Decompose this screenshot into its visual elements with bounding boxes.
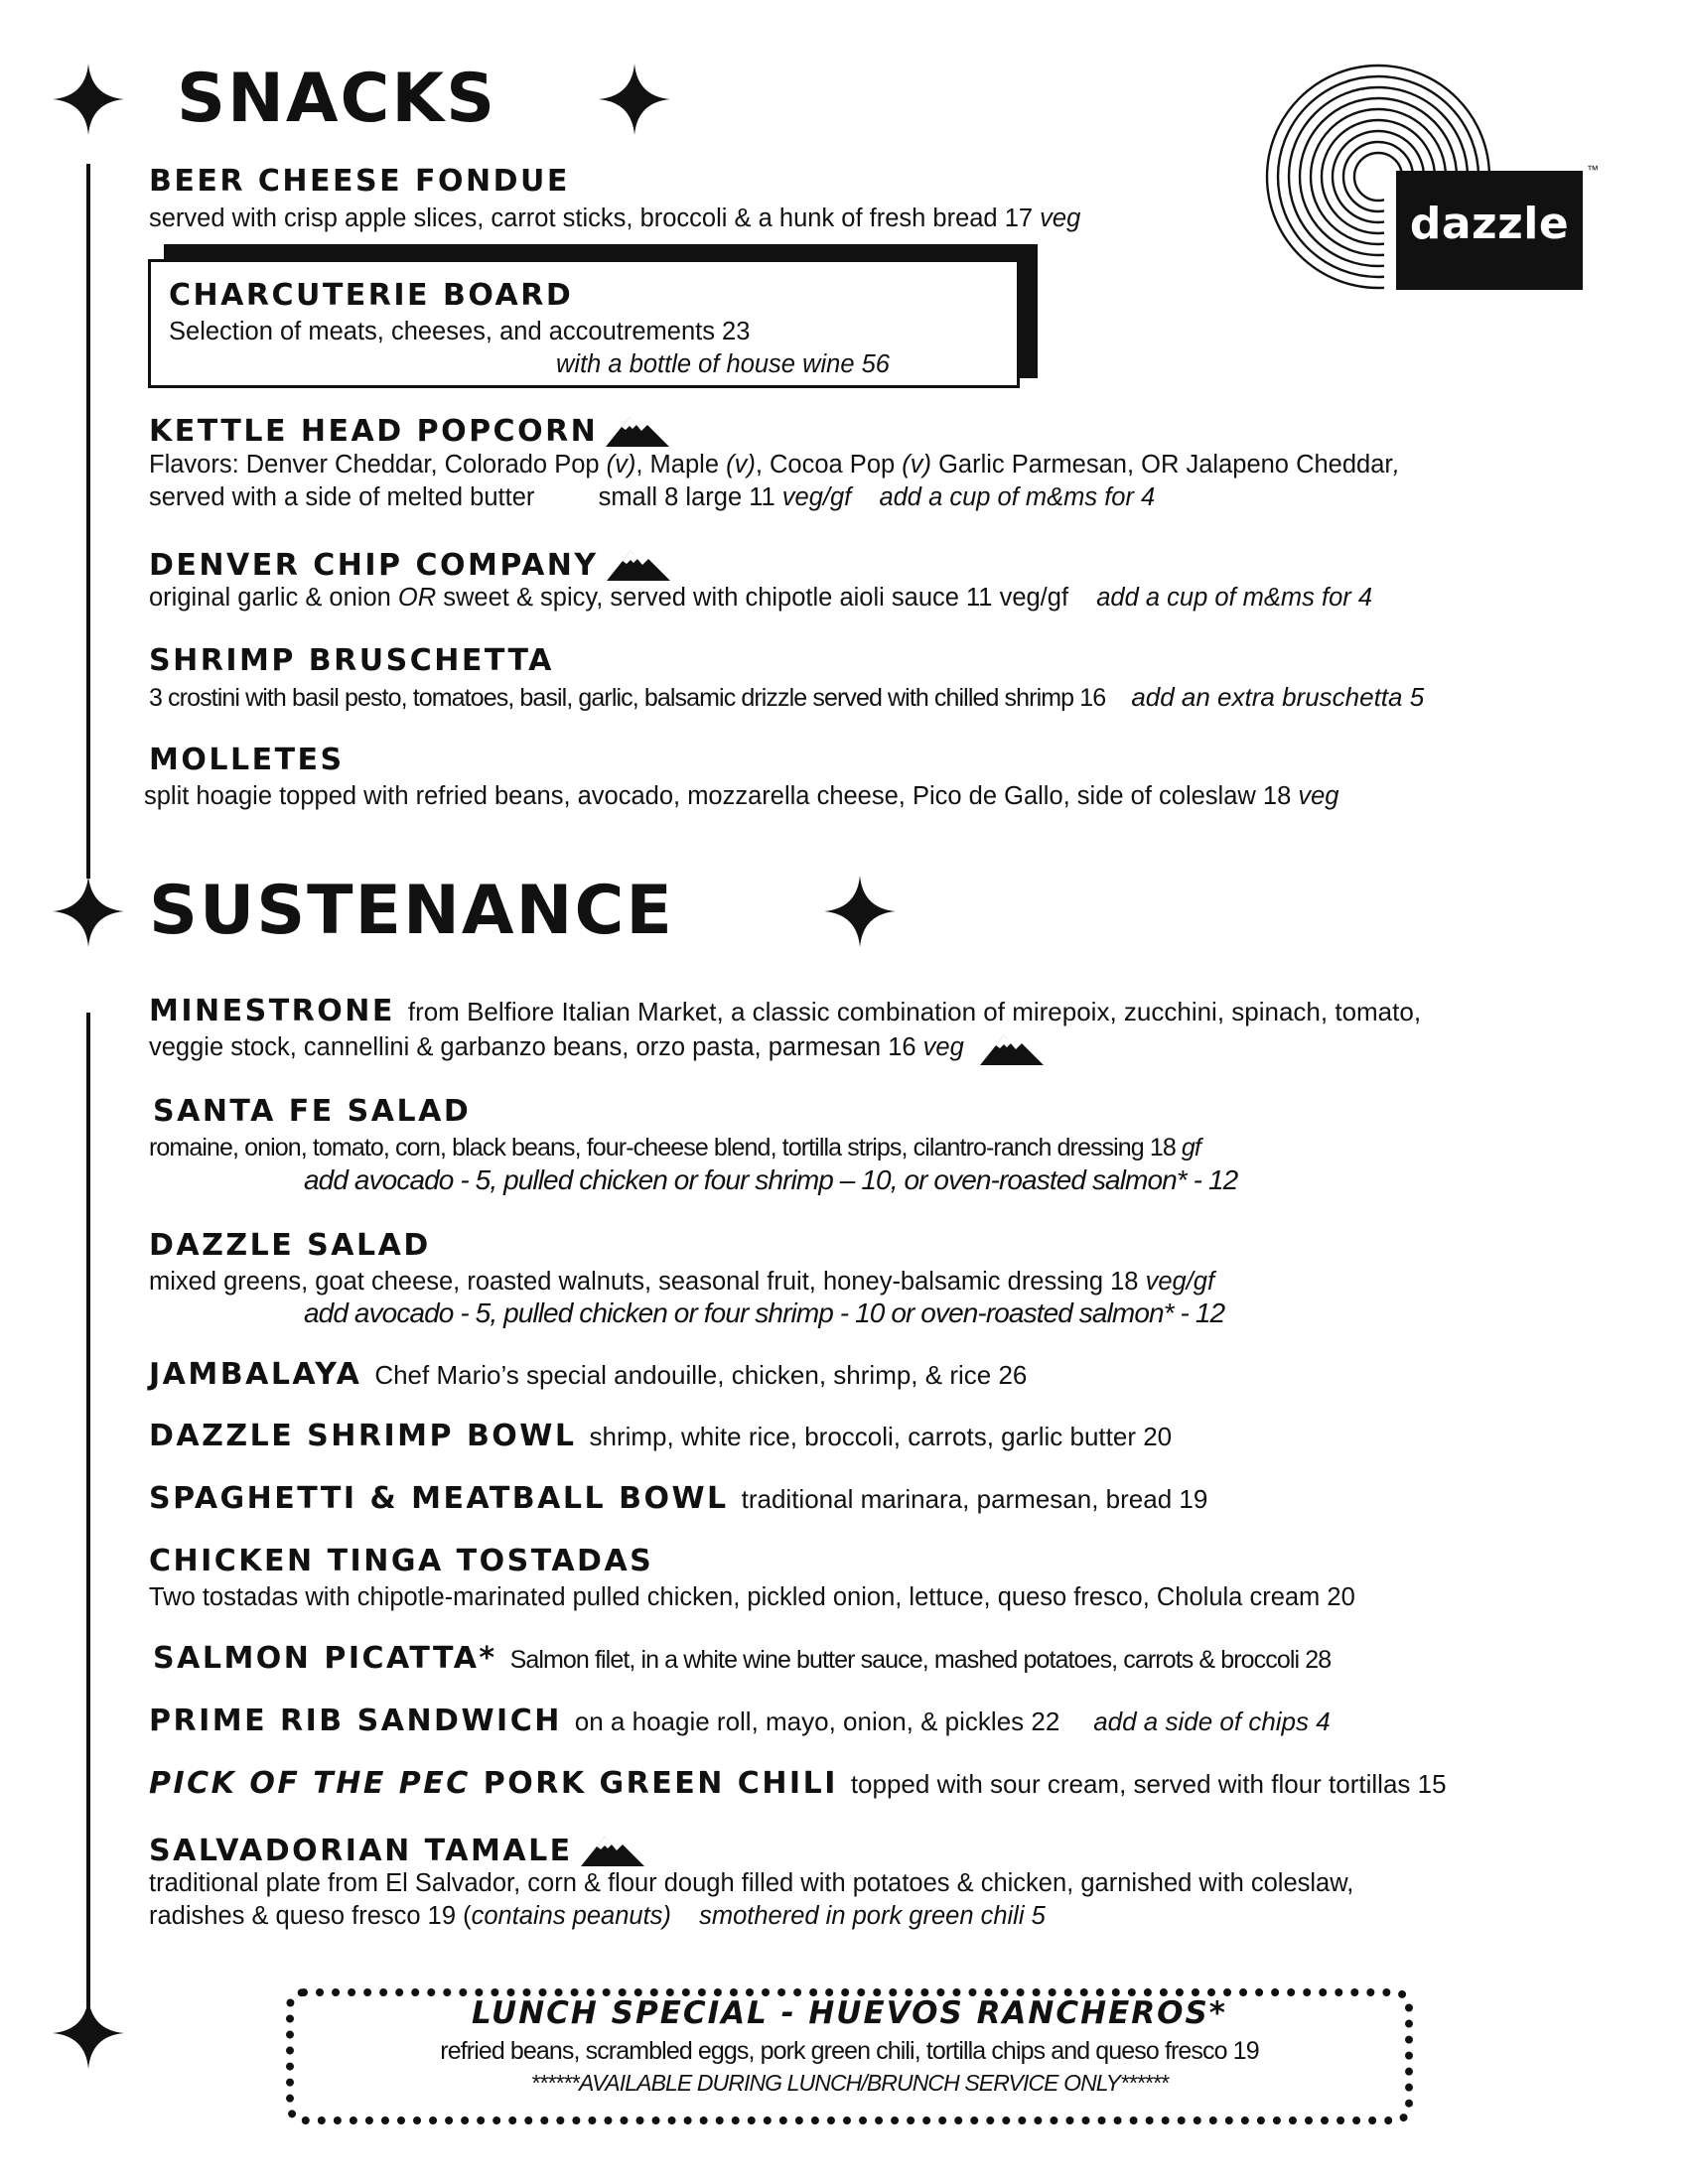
molletes-title: MOLLETES xyxy=(149,743,345,777)
jambalaya-desc: Chef Mario’s special andouille, chicken, shrimp, & rice 26 xyxy=(374,1360,1028,1390)
popcorn-line2 xyxy=(149,480,1155,514)
popcorn-comma: , xyxy=(1392,451,1400,478)
beer-cheese-tag: veg xyxy=(1040,205,1081,232)
beer-cheese-title: BEER CHEESE FONDUE xyxy=(149,164,570,199)
left-rule-top xyxy=(86,164,90,879)
dazzle-salad-text: mixed greens, goat cheese, roasted walnuts, seasonal fruit, honey-balsamic dressing 18 xyxy=(149,1268,1139,1296)
chips-text-2: sweet & spicy, served with chipotle aioli sauce 11 veg/gf xyxy=(436,584,1069,612)
salmon-line xyxy=(153,1641,1332,1676)
mountain-icon xyxy=(604,413,669,447)
popcorn-price: small 8 large 11 xyxy=(598,483,775,511)
chips-title xyxy=(149,547,670,581)
lunch-special-note xyxy=(286,2067,1413,2099)
trademark-symbol: ™ xyxy=(1587,163,1599,177)
spaghetti-desc: traditional marinara, parmesan, bread 19 xyxy=(741,1484,1208,1514)
mountain-icon xyxy=(605,547,670,581)
prime-rib-title: PRIME RIB SANDWICH xyxy=(149,1704,562,1738)
green-chili-line xyxy=(149,1766,1447,1801)
tinga-title: CHICKEN TINGA TOSTADAS xyxy=(149,1544,654,1578)
prime-rib-desc: on a hoagie roll, mayo, onion, & pickles 22 xyxy=(574,1706,1060,1736)
bruschetta-title: SHRIMP BRUSCHETTA xyxy=(149,643,554,678)
chips-or: OR xyxy=(397,584,437,612)
molletes-tag: veg xyxy=(1298,782,1339,810)
spaghetti-title: SPAGHETTI & MEATBALL BOWL xyxy=(149,1481,729,1516)
brand-name: dazzle xyxy=(1409,199,1570,249)
popcorn-vegan-2: (v) xyxy=(726,451,756,478)
minestrone-desc1: from Belfiore Italian Market, a classic combination of mirepoix, zucchini, spinach, tomato, xyxy=(407,997,1422,1026)
tamale-addon: smothered in pork green chili 5 xyxy=(699,1902,1046,1930)
jambalaya-line xyxy=(149,1357,1028,1392)
molletes-text: split hoagie topped with refried beans, avocado, mozzarella cheese, Pico de Gallo, side of coleslaw 18 xyxy=(144,782,1292,810)
prime-rib-addon: add a side of chips 4 xyxy=(1093,1706,1331,1736)
salmon-title: SALMON PICATTA* xyxy=(153,1641,497,1676)
left-rule-bottom xyxy=(86,1013,90,2020)
chips-desc xyxy=(149,581,1372,614)
tamale-title-text: SALVADORIAN TAMALE xyxy=(149,1834,573,1868)
shrimp-bowl-title: DAZZLE SHRIMP BOWL xyxy=(149,1419,577,1453)
popcorn-flavors-4: Garlic Parmesan, OR Jalapeno Cheddar xyxy=(931,451,1393,478)
popcorn-vegan-3: (v) xyxy=(902,451,931,478)
lunch-special-desc: refried beans, scrambled eggs, pork green chili, tortilla chips and queso fresco 19 xyxy=(440,2037,1259,2065)
popcorn-addon: add a cup of m&ms for 4 xyxy=(879,483,1156,511)
popcorn-tag: veg/gf xyxy=(781,483,852,511)
tamale-price: radishes & queso fresco 19 ( xyxy=(149,1902,472,1930)
popcorn-butter: served with a side of melted butter xyxy=(149,483,535,511)
jambalaya-title: JAMBALAYA xyxy=(149,1357,362,1392)
star-icon xyxy=(53,1997,124,2069)
tamale-peanuts: contains peanuts) xyxy=(471,1902,671,1930)
green-chili-title: PORK GREEN CHILI xyxy=(470,1766,838,1801)
beer-cheese-text: served with crisp apple slices, carrot sticks, broccoli & a hunk of fresh bread 17 xyxy=(149,205,1034,232)
chips-text-1: original garlic & onion xyxy=(149,584,398,612)
lunch-special-note-text: ******AVAILABLE DURING LUNCH/BRUNCH SERVICE ONLY****** xyxy=(530,2070,1169,2096)
shrimp-bowl-line xyxy=(149,1419,1173,1453)
lunch-special-title xyxy=(286,1996,1413,2030)
minestrone-title: MINESTRONE xyxy=(149,994,395,1028)
shrimp-bowl-desc: shrimp, white rice, broccoli, carrots, garlic butter 20 xyxy=(589,1422,1173,1451)
star-icon xyxy=(599,64,670,135)
charcuterie-wine-text: with a bottle of house wine 56 xyxy=(556,350,890,378)
chips-addon: add a cup of m&ms for 4 xyxy=(1096,584,1373,612)
charcuterie-title: CHARCUTERIE BOARD xyxy=(169,278,574,313)
snacks-heading: SNACKS xyxy=(177,60,497,138)
mountain-icon xyxy=(978,1031,1044,1065)
popcorn-vegan-1: (v) xyxy=(606,451,636,478)
green-chili-desc: topped with sour cream, served with flour tortillas 15 xyxy=(850,1769,1447,1799)
santa-fe-desc xyxy=(149,1132,1200,1163)
sustenance-heading: SUSTENANCE xyxy=(149,872,674,950)
charcuterie-wine xyxy=(556,347,890,381)
minestrone-line1 xyxy=(149,994,1422,1028)
green-chili-pec: PICK OF THE PEC xyxy=(149,1766,471,1801)
bruschetta-text: 3 crostini with basil pesto, tomatoes, basil, garlic, balsamic drizzle served with chilled shrimp 16 xyxy=(149,684,1106,712)
santa-fe-title: SANTA FE SALAD xyxy=(153,1094,472,1129)
beer-cheese-desc xyxy=(149,202,1080,235)
mountain-icon xyxy=(579,1833,644,1866)
popcorn-line1 xyxy=(149,448,1400,481)
star-icon xyxy=(53,876,124,947)
lunch-special-title-text: LUNCH SPECIAL - HUEVOS RANCHEROS* xyxy=(471,1995,1228,2031)
popcorn-flavors-1: Flavors: Denver Cheddar, Colorado Pop xyxy=(149,451,607,478)
tinga-desc: Two tostadas with chipotle-marinated pulled chicken, pickled onion, lettuce, queso fresco, Cholula cream 20 xyxy=(149,1583,1355,1611)
minestrone-tag: veg xyxy=(922,1033,964,1061)
molletes-desc xyxy=(144,779,1338,813)
popcorn-title-text: KETTLE HEAD POPCORN xyxy=(149,414,599,449)
bruschetta-addon: add an extra bruschetta 5 xyxy=(1131,682,1425,712)
bruschetta-desc xyxy=(149,681,1424,714)
santa-fe-text: romaine, onion, tomato, corn, black beans, four-cheese blend, tortilla strips, cilantro-ranch dressing 18 xyxy=(149,1134,1176,1161)
charcuterie-desc: Selection of meats, cheeses, and accoutrements 23 xyxy=(169,318,751,345)
tamale-desc2 xyxy=(149,1899,1046,1933)
chips-title-text: DENVER CHIP COMPANY xyxy=(149,548,599,583)
tamale-desc1: traditional plate from El Salvador, corn & flour dough filled with potatoes & chicken, garnished with coleslaw, xyxy=(149,1869,1354,1897)
dazzle-salad-desc xyxy=(149,1265,1214,1298)
dazzle-salad-addon xyxy=(304,1297,1224,1329)
minestrone-desc2: veggie stock, cannellini & garbanzo beans, orzo pasta, parmesan 16 xyxy=(149,1033,916,1061)
star-icon xyxy=(824,876,896,947)
dazzle-salad-tag: veg/gf xyxy=(1145,1268,1215,1296)
popcorn-title xyxy=(149,413,669,447)
santa-fe-addon-text: add avocado - 5, pulled chicken or four shrimp – 10, or oven-roasted salmon* - 12 xyxy=(304,1164,1238,1195)
popcorn-flavors-2: , Maple xyxy=(635,451,727,478)
star-icon xyxy=(53,64,124,135)
salmon-desc: Salmon filet, in a white wine butter sauce, mashed potatoes, carrots & broccoli 28 xyxy=(509,1646,1332,1674)
dazzle-salad-title: DAZZLE SALAD xyxy=(149,1228,431,1263)
santa-fe-addon xyxy=(304,1164,1237,1196)
dazzle-logo xyxy=(1259,46,1607,304)
minestrone-line2 xyxy=(149,1030,1044,1065)
popcorn-flavors-3: , Cocoa Pop xyxy=(755,451,903,478)
prime-rib-line xyxy=(149,1706,1331,1736)
dazzle-salad-addon-text: add avocado - 5, pulled chicken or four shrimp - 10 or oven-roasted salmon* - 12 xyxy=(304,1297,1225,1328)
santa-fe-tag: gf xyxy=(1181,1134,1200,1161)
spaghetti-line xyxy=(149,1481,1208,1516)
tamale-title xyxy=(149,1833,644,1866)
